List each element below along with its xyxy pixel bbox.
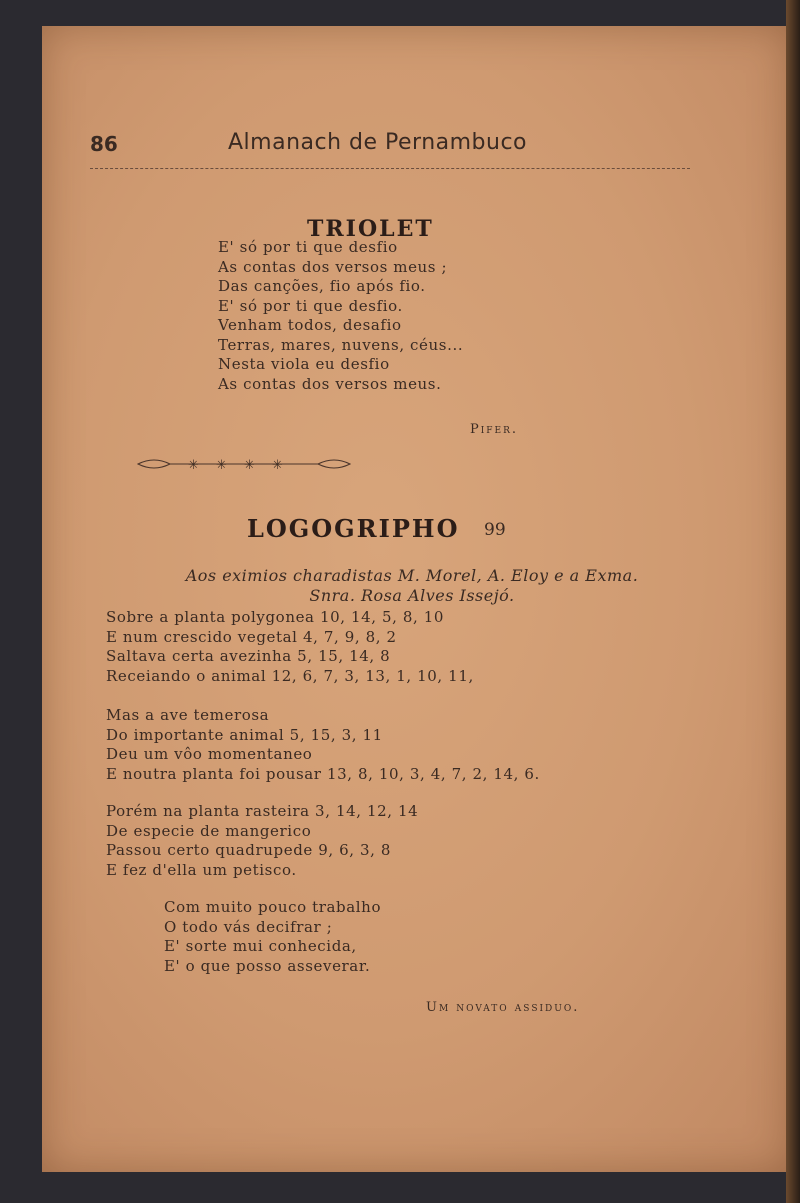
poem-line: Mas a ave temerosa — [106, 706, 270, 724]
logogripho-title: LOGOGRIPHO — [247, 514, 460, 543]
poem-line: Sobre a planta polygonea 10, 14, 5, 8, 10 — [106, 608, 445, 626]
triolet-title: TRIOLET — [307, 216, 434, 242]
triolet-poem — [218, 238, 463, 394]
poem-line: E num crescido vegetal 4, 7, 9, 8, 2 — [106, 627, 397, 646]
poem-line: E noutra planta foi pousar 13, 8, 10, 3, 4, 7, 2, 14, 6. — [106, 764, 540, 783]
poem-line: E fez d'ella um petisco. — [106, 860, 297, 879]
book-spine-edge — [786, 0, 800, 1203]
poem-line: E' só por ti que desfio. — [218, 296, 403, 315]
logogripho-signature: Um novato assiduo. — [426, 1000, 580, 1015]
poem-line: Venham todos, desafio — [218, 316, 402, 334]
poem-line: Receiando o animal 12, 6, 7, 3, 13, 1, 10, 11, — [106, 666, 474, 685]
poem-line: O todo vás decifrar ; — [164, 917, 333, 936]
poem-line: Saltava certa avezinha 5, 15, 14, 8 — [106, 647, 391, 665]
poem-line: Com muito pouco trabalho — [164, 898, 382, 916]
poem-line: E' sorte mui conhecida, — [164, 937, 357, 955]
poem-line: Deu um vôo momentaneo — [106, 745, 313, 763]
poem-line: Das canções, fio após fio. — [218, 277, 426, 295]
stanza-1 — [106, 608, 474, 686]
running-title: Almanach de Pernambuco — [228, 130, 528, 155]
svg-text:✳: ✳ — [244, 458, 255, 473]
svg-text:✳: ✳ — [188, 458, 199, 473]
ornamental-divider — [134, 454, 354, 474]
page-number: 86 — [90, 132, 118, 156]
stanza-3 — [106, 802, 418, 880]
poem-line: As contas dos versos meus. — [218, 374, 442, 393]
poem-line: E' só por ti que desfio — [218, 238, 398, 256]
dedication — [102, 566, 722, 606]
poem-line: Porém na planta rasteira 3, 14, 12, 14 — [106, 802, 419, 820]
svg-text:✳: ✳ — [216, 458, 227, 473]
page-header — [90, 128, 690, 169]
poem-line: De especie de mangerico — [106, 821, 312, 840]
svg-text:✳: ✳ — [272, 458, 283, 473]
poem-line: Passou certo quadrupede 9, 6, 3, 8 — [106, 841, 392, 859]
puzzle-number: 99 — [484, 520, 506, 540]
poem-line: Terras, mares, nuvens, céus... — [218, 335, 464, 354]
poem-line: Do importante animal 5, 15, 3, 11 — [106, 725, 383, 744]
poem-line: Nesta viola eu desfio — [218, 355, 390, 373]
dedication-line: Snra. Rosa Alves Issejó. — [309, 586, 515, 605]
book-page — [42, 26, 790, 1172]
stanza-2 — [106, 706, 540, 784]
poem-line: E' o que posso asseverar. — [164, 956, 371, 975]
dedication-line: Aos eximios charadistas M. Morel, A. Eloy e a Exma. — [185, 566, 639, 585]
stanza-4 — [164, 898, 381, 976]
poem-line: As contas dos versos meus ; — [218, 257, 448, 276]
triolet-signature: Pifer. — [470, 422, 519, 437]
